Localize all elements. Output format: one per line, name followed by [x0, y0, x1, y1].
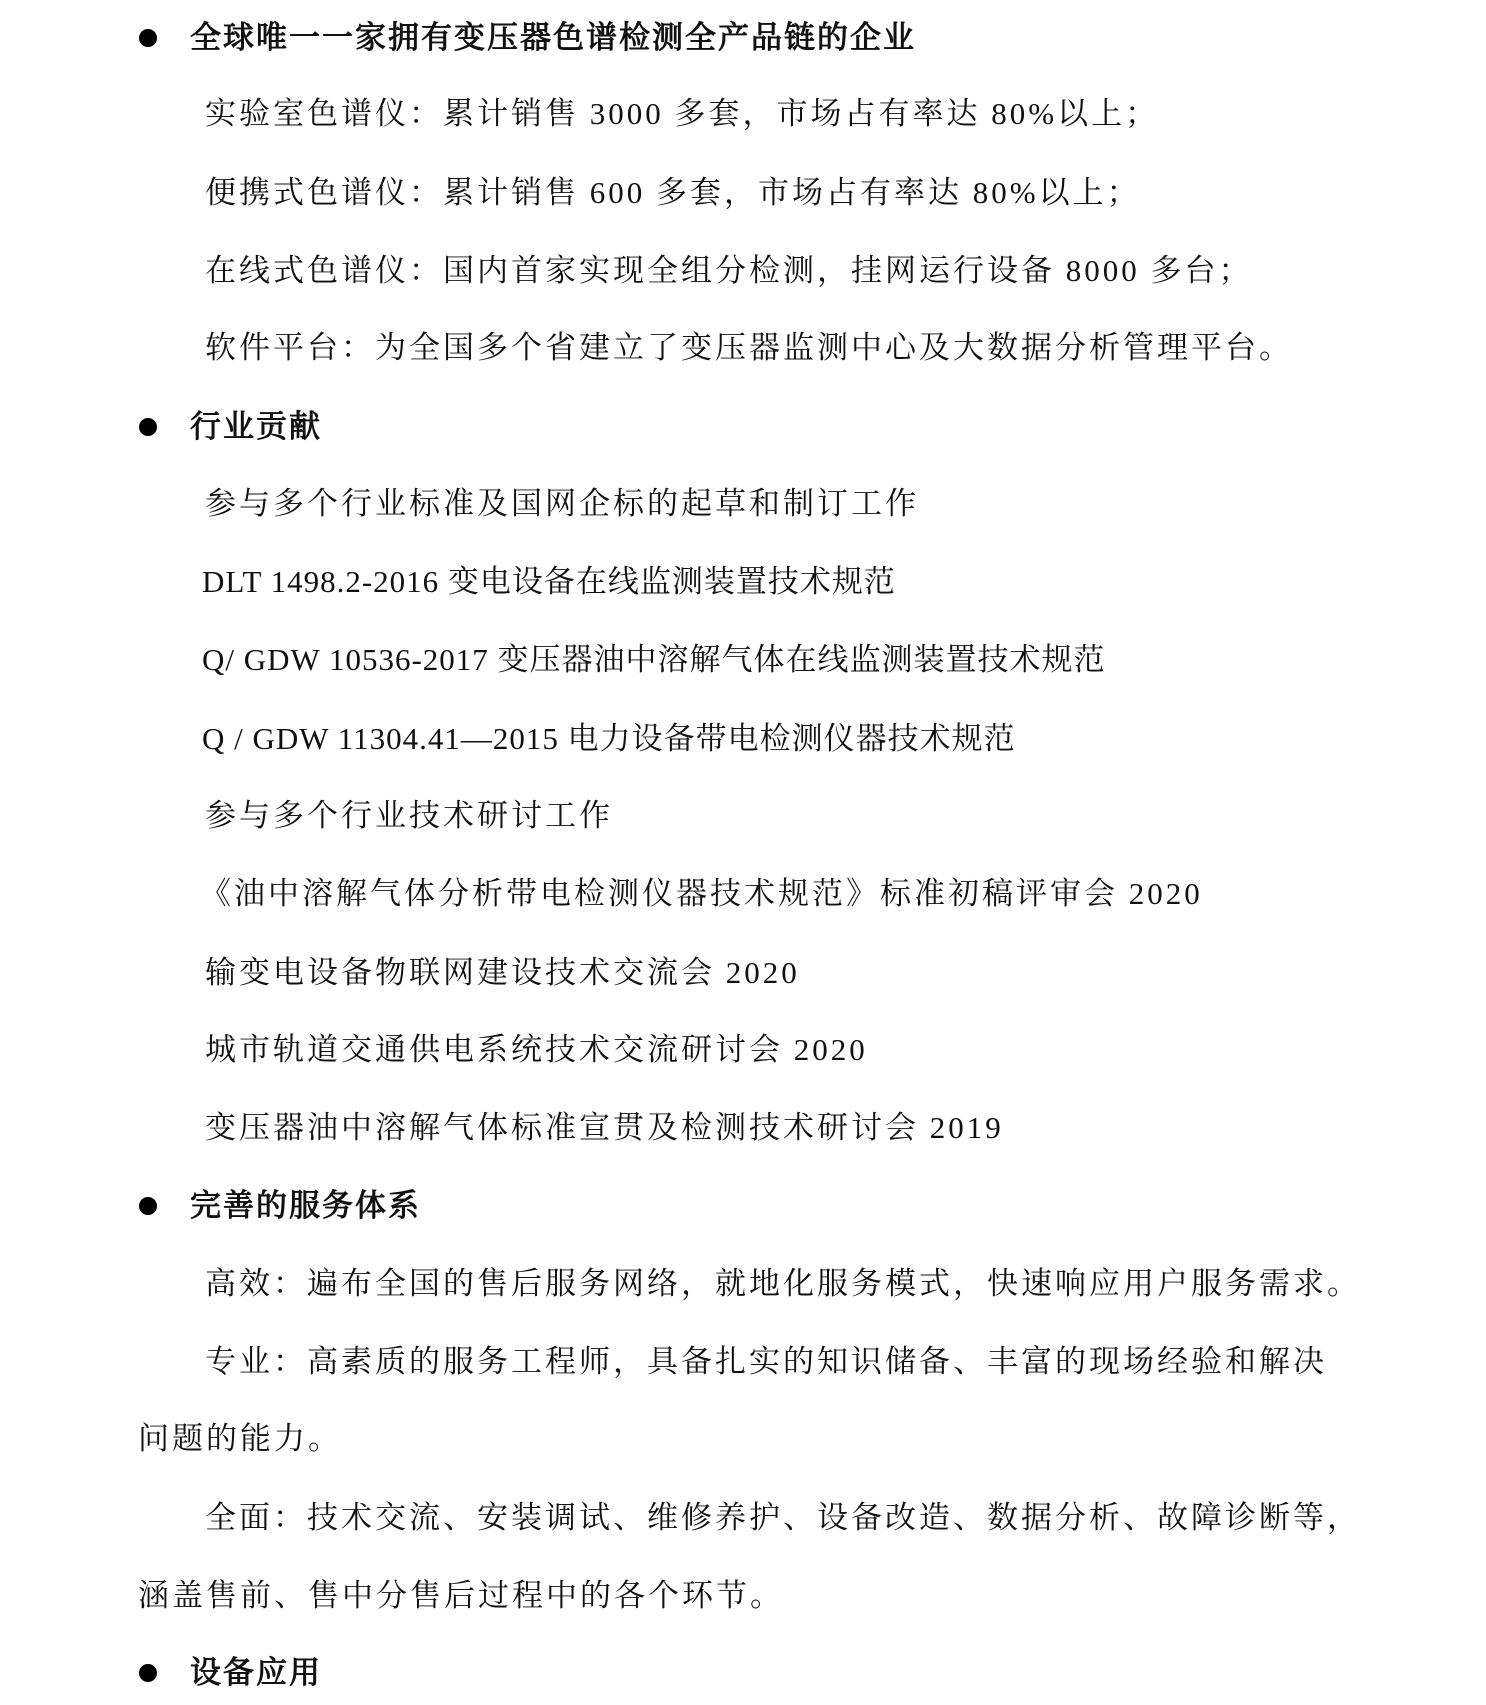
text-line: 参与多个行业技术研讨工作: [205, 798, 613, 833]
text-line: 在线式色谱仪：国内首家实现全组分检测，挂网运行设备 8000 多台；: [205, 253, 1253, 288]
text-line: 涵盖售前、售中分售后过程中的各个环节。: [138, 1578, 784, 1613]
text-line: 参与多个行业标准及国网企标的起草和制订工作: [205, 486, 919, 521]
text-line: 实验室色谱仪：累计销售 3000 多套，市场占有率达 80%以上；: [205, 96, 1160, 131]
text-line: 专业：高素质的服务工程师，具备扎实的知识储备、丰富的现场经验和解决: [205, 1344, 1327, 1379]
bullet-icon: [139, 418, 157, 436]
text-line: 软件平台：为全国多个省建立了变压器监测中心及大数据分析管理平台。: [205, 330, 1293, 365]
bullet-icon: [139, 1197, 157, 1215]
bullet-icon: [139, 1664, 157, 1682]
text-line: 变压器油中溶解气体标准宣贯及检测技术研讨会 2019: [205, 1110, 1004, 1145]
text-line: 输变电设备物联网建设技术交流会 2020: [205, 955, 800, 990]
text-line: Q / GDW 11304.41—2015 电力设备带电检测仪器技术规范: [202, 721, 1016, 756]
text-line: Q/ GDW 10536-2017 变压器油中溶解气体在线监测装置技术规范: [202, 642, 1106, 677]
section-heading: 全球唯一一家拥有变压器色谱检测全产品链的企业: [190, 20, 916, 55]
text-line: 全面：技术交流、安装调试、维修养护、设备改造、数据分析、故障诊断等，: [205, 1500, 1361, 1535]
section-heading: 行业贡献: [190, 409, 322, 444]
bullet-icon: [139, 29, 157, 47]
text-line: DLT 1498.2-2016 变电设备在线监测装置技术规范: [202, 564, 896, 599]
text-line: 城市轨道交通供电系统技术交流研讨会 2020: [205, 1032, 868, 1067]
text-line: 高效：遍布全国的售后服务网络，就地化服务模式，快速响应用户服务需求。: [205, 1266, 1361, 1301]
section-heading: 完善的服务体系: [190, 1188, 421, 1223]
text-line: 问题的能力。: [138, 1421, 342, 1456]
text-line: 《油中溶解气体分析带电检测仪器技术规范》标准初稿评审会 2020: [200, 876, 1203, 911]
section-heading: 设备应用: [190, 1655, 322, 1690]
text-line: 便携式色谱仪：累计销售 600 多套，市场占有率达 80%以上；: [205, 175, 1141, 210]
